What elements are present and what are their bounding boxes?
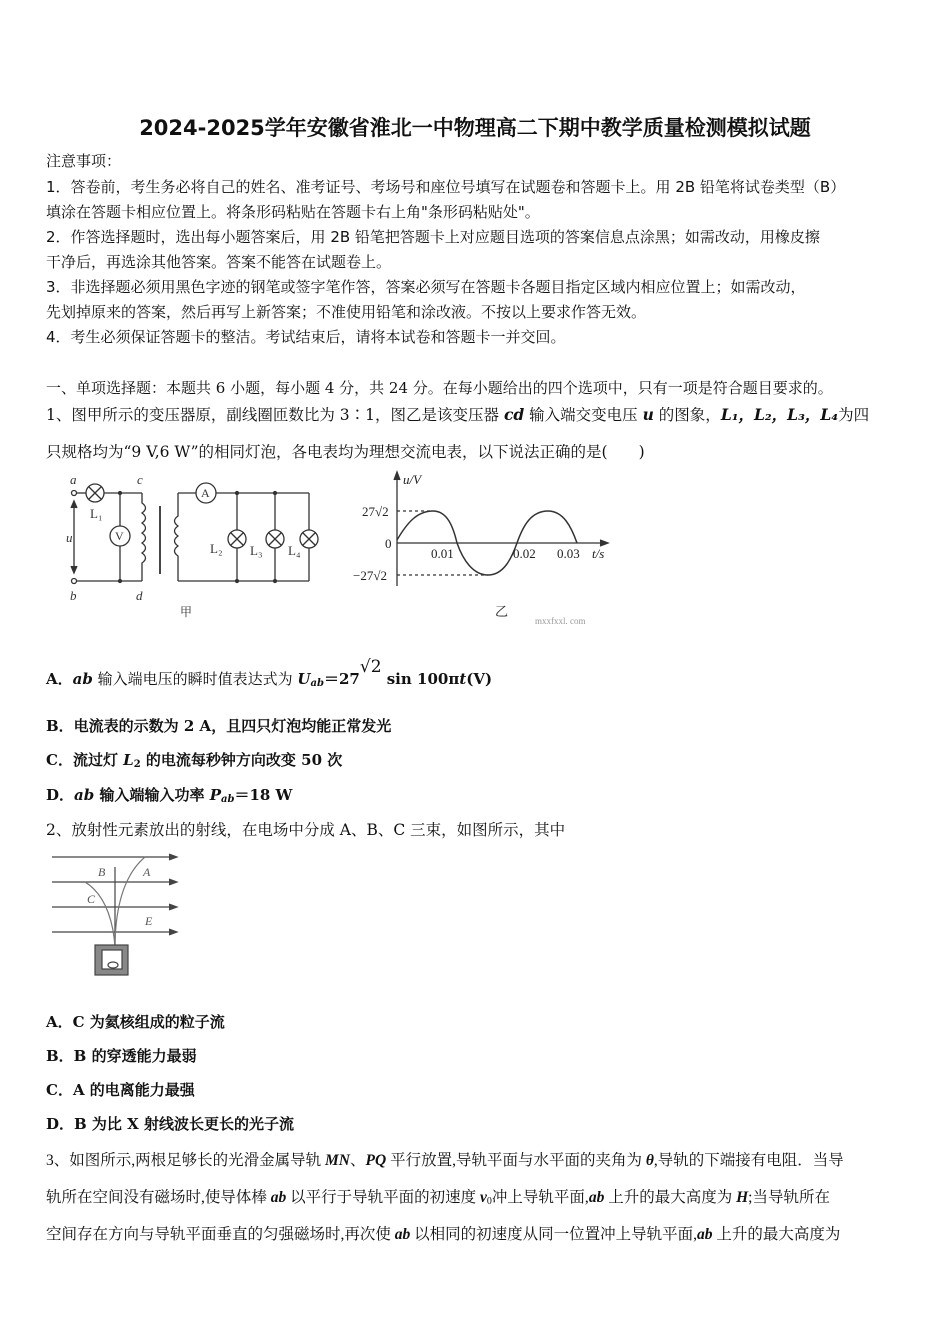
q1-option-d[interactable]: D．ab 输入端输入功率 $P_{ab}=18$ W	[46, 786, 293, 805]
q2-option-d[interactable]: D．B 为比 X 射线波长更长的光子流	[46, 1115, 294, 1133]
notice-line: 干净后，再选涂其他答案。答案不能答在试题卷上。	[46, 253, 392, 271]
x-tick: 0.01	[431, 546, 454, 561]
label-c: c	[137, 472, 143, 487]
q2-option-a[interactable]: A．C 为氦核组成的粒子流	[46, 1013, 225, 1031]
label-L4: L₄	[288, 543, 301, 558]
q1-option-b[interactable]: B．电流表的示数为 2 A，且四只灯泡均能正常发光	[46, 717, 392, 735]
label-C: C	[87, 892, 96, 906]
y-tick-max: 27√2	[362, 504, 389, 519]
section-heading: 一、单项选择题：本题共 6 小题，每小题 4 分，共 24 分。在每小题给出的四个选项中，只有一项是符合题目要求的。	[46, 379, 833, 397]
label-L1: L₁	[90, 506, 103, 521]
x-axis-label: t/s	[592, 546, 605, 561]
notice-line: 1．答卷前，考生务必将自己的姓名、准考证号、考场号和座位号填写在试题卷和答题卡上。用 2B 铅笔将试卷类型（B）	[46, 178, 846, 196]
label-L2: L₂	[210, 541, 223, 556]
q1-stem-line2: 只规格均为“9 V,6 W”的相同灯泡，各电表均为理想交流电表，以下说法正确的是( )	[46, 443, 645, 461]
label-E: E	[145, 914, 153, 928]
q2-option-b[interactable]: B．B 的穿透能力最弱	[46, 1047, 197, 1065]
label-B: B	[98, 865, 106, 879]
x-tick: 0.03	[557, 546, 580, 561]
caption-jia: 甲	[180, 605, 193, 619]
page-title: 2024-2025学年安徽省淮北一中物理高二下期中教学质量检测模拟试题	[139, 116, 811, 140]
watermark: mxxfxxl. com	[535, 616, 586, 626]
x-tick: 0.02	[513, 546, 536, 561]
circuit-diagram-jia	[44, 468, 334, 628]
voltage-chart-yi	[345, 468, 630, 630]
ammeter-icon: A	[201, 486, 210, 500]
notice-line: 4．考生必须保证答题卡的整洁。考试结束后，请将本试卷和答题卡一并交回。	[46, 328, 566, 346]
q1-option-a[interactable]: A．ab 输入端电压的瞬时值表达式为 $U_{ab}=27√2$ sin 100πt(V)	[46, 657, 493, 689]
voltmeter-icon: V	[115, 529, 124, 543]
y-tick-min: −27√2	[353, 568, 387, 583]
label-a: a	[70, 472, 77, 487]
q3-stem-line3: 空间存在方向与导轨平面垂直的匀强磁场时,再次使 ab 以相同的初速度从同一位置冲上导轨平面,ab 上升的最大高度为	[46, 1226, 841, 1243]
caption-yi: 乙	[495, 604, 509, 619]
notice-line: 先划掉原来的答案，然后再写上新答案；不准使用铅笔和涂改液。不按以上要求作答无效。	[46, 303, 647, 321]
notice-line: 3．非选择题必须用黑色字迹的钢笔或签字笔作答，答案必须写在答题卡各题目指定区域内相应位置上；如需改动，	[46, 278, 806, 296]
notice-heading: 注意事项：	[46, 152, 122, 170]
q3-stem-line2: 轨所在空间没有磁场时,使导体棒 ab 以平行于导轨平面的初速度 $v_0$冲上导轨平面,ab 上升的最大高度为 H;当导轨所在	[46, 1189, 830, 1207]
notice-line: 2．作答选择题时，选出每小题答案后，用 2B 铅笔把答题卡上对应题目选项的答案信息点涂黑；如需改动，用橡皮擦	[46, 228, 820, 246]
label-A: A	[143, 865, 151, 879]
q2-stem: 2、放射性元素放出的射线，在电场中分成 A、B、C 三束，如图所示，其中	[46, 821, 566, 839]
q1-option-c[interactable]: C．流过灯 $L_2$ 的电流每秒钟方向改变 50 次	[46, 751, 343, 770]
label-u: u	[66, 530, 73, 545]
q2-option-c[interactable]: C．A 的电离能力最强	[46, 1081, 195, 1099]
y-tick-zero: 0	[385, 536, 392, 551]
y-axis-label: u/V	[403, 472, 422, 487]
label-b: b	[70, 588, 77, 603]
notice-line: 填涂在答题卡相应位置上。将条形码粘贴在答题卡右上角"条形码粘贴处"。	[46, 203, 540, 221]
radiation-field-diagram	[50, 848, 185, 978]
q3-stem-line1: 3、如图所示,两根足够长的光滑金属导轨 MN、PQ 平行放置,导轨平面与水平面的夹角为 θ,导轨的下端接有电阻．当导	[46, 1152, 844, 1169]
label-L3: L₃	[250, 543, 263, 558]
q1-stem-line1: 1、图甲所示的变压器原，副线圈匝数比为 3∶1，图乙是该变压器 cd 输入端交变电压 u 的图象，L₁，L₂，L₃，L₄为四	[46, 405, 870, 424]
label-d: d	[136, 588, 143, 603]
